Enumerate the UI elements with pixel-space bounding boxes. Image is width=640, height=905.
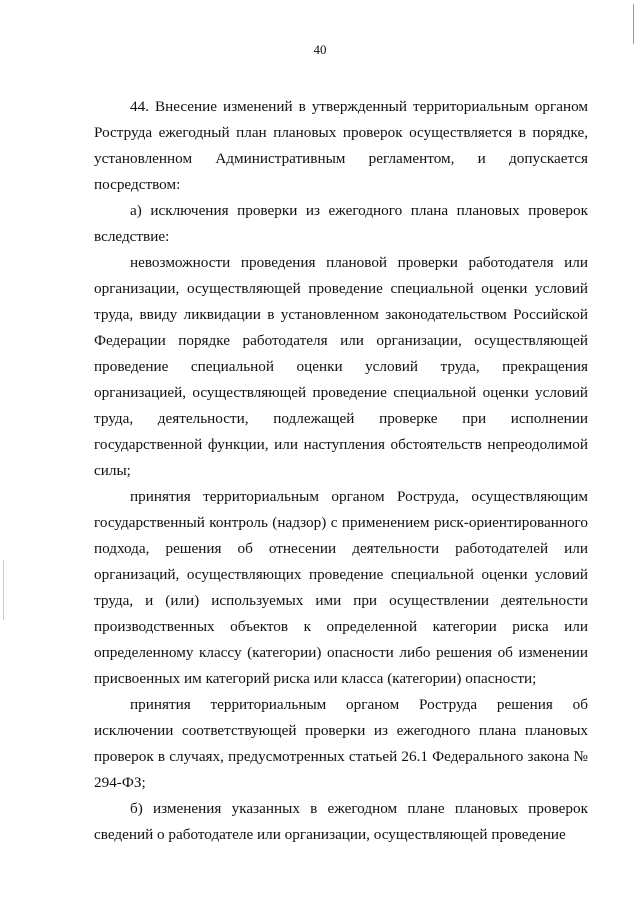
paragraph-impossibility: невозможности проведения плановой проверки работодателя или организации, осуществляющей проведение специальной оценки условий труда, ввиду ликвидации в установленном законодательством Российской Федерации порядке работодателя или организации, осуществляющей проведение специальной оценки условий труда, прекращения организацией, осуществляющей проведение специальной оценки условий труда, деятельности, подлежащей проверке при исполнении государственной функции, или наступления обстоятельств непреодолимой силы; xyxy=(94,254,588,479)
paragraph-exclusion-decision: принятия территориальным органом Роструда решения об исключении соответствующей проверки из ежегодного плана плановых проверок в случаях, предусмотренных статьей 26.1 Федерального закона № 294-ФЗ; xyxy=(94,696,588,791)
page-number: 40 xyxy=(313,42,327,57)
right-edge-mark xyxy=(633,4,634,44)
paragraph-risk-decision: принятия территориальным органом Роструда, осуществляющим государственный контроль (надзор) с применением риск-ориентированного подхода, решения об отнесении деятельности работодателей или организаций, осуществляющих проведение специальной оценки условий труда, и (или) используемых ими при осуществлении деятельности производственных объектов к определенной категории риска или определенному классу (категории) опасности либо решения об изменении присвоенных им категорий риска или класса (категории) опасности; xyxy=(94,488,588,687)
left-edge-mark xyxy=(3,560,4,620)
paragraph-b: б) изменения указанных в ежегодном плане плановых проверок сведений о работодателе или организации, осуществляющей проведение xyxy=(94,800,588,843)
document-body xyxy=(94,94,588,848)
paragraph-44: 44. Внесение изменений в утвержденный территориальным органом Роструда ежегодный план плановых проверок осуществляется в порядке, установленном Административным регламентом, и допускается посредством: xyxy=(94,98,588,193)
paragraph-a: а) исключения проверки из ежегодного плана плановых проверок вследствие: xyxy=(94,202,588,245)
